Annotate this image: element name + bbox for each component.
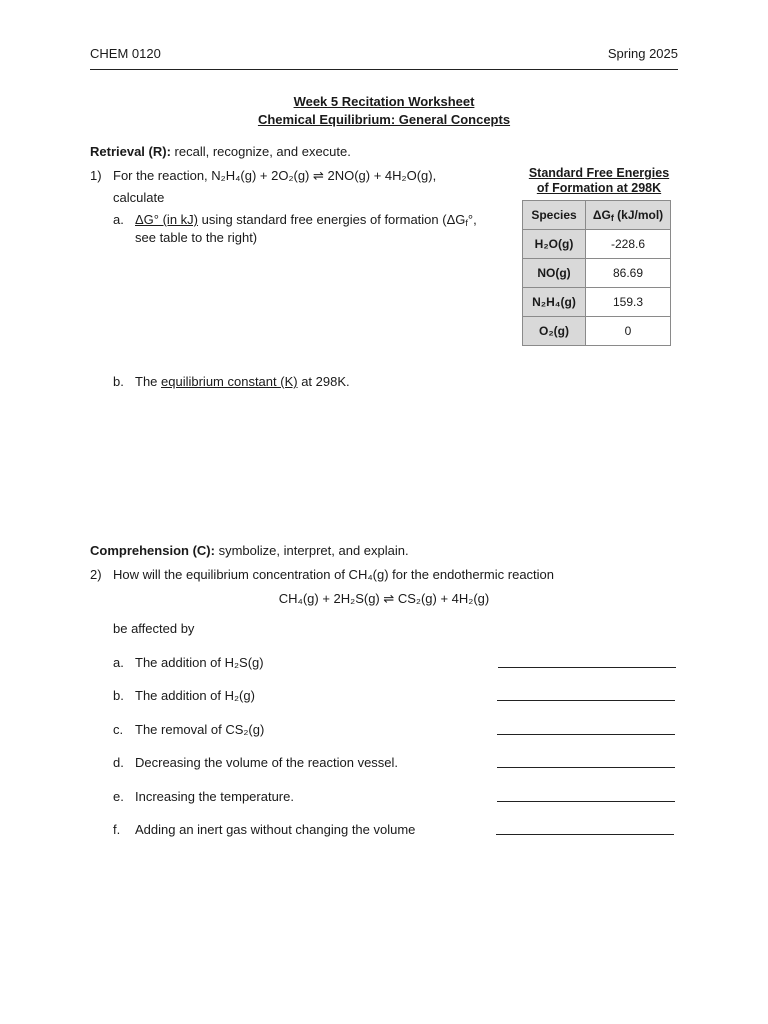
q2-number: 2) [90,567,102,582]
q1b-underlined: equilibrium constant (K) [161,374,298,389]
q2e-text: Increasing the temperature. [135,789,294,804]
table-row [523,259,671,288]
retrieval-description: recall, recognize, and execute. [170,144,351,159]
q2c-text: The removal of CS₂(g) [135,722,265,737]
header-divider [90,69,678,70]
q1b-text: The equilibrium constant (K) at 298K. [135,374,350,389]
q1a-text-line1: ΔG° (in kJ) using standard free energies of formation ($\Delta G_f^\circ$, [135,212,477,228]
table-row [523,288,671,317]
species-cell: N₂H₄(g) [523,288,586,317]
species-cell: H₂O(g) [523,230,586,259]
q1a-text-line2: see table to the right) [135,230,258,245]
answer-blank-c[interactable] [497,721,675,735]
q2a-letter: a. [113,655,124,670]
value-cell: 0 [586,317,671,346]
q2-reaction: CH₄(g) + 2H₂S(g) ⇌ CS₂(g) + 4H₂(g) [278,591,490,606]
q1a-letter: a. [113,212,124,227]
q1b-letter: b. [113,374,124,389]
col-value: $\Delta G_f$ (kJ/mol) [586,201,671,230]
q2-lead: be affected by [113,621,195,636]
energy-table [522,200,671,346]
answer-blank-d[interactable] [497,754,675,768]
value-cell: 86.69 [586,259,671,288]
q2-prompt: How will the equilibrium concentration of CH₄(g) for the endothermic reaction [113,567,555,582]
comprehension-heading [90,543,409,558]
energy-table-header-row [523,201,671,230]
q2b-letter: b. [113,688,124,703]
answer-blank-f[interactable] [496,821,674,835]
q1-number: 1) [90,168,102,183]
q1-reaction: For the reaction, N₂H₄(g) + 2O₂(g) ⇌ 2NO(g) + 4H₂O(g), [113,168,437,183]
value-cell: 159.3 [586,288,671,317]
worksheet-title: Week 5 Recitation Worksheet [293,94,475,109]
q2c-letter: c. [113,722,124,737]
course-code: CHEM 0120 [90,46,161,61]
q2f-letter: f. [113,822,121,837]
species-cell: NO(g) [523,259,586,288]
q2d-letter: d. [113,755,124,770]
retrieval-heading [90,144,351,159]
table-row [523,230,671,259]
q1a-underlined: ΔG° (in kJ) [135,212,198,227]
q1-prompt: calculate [113,190,165,205]
answer-blank-e[interactable] [497,788,675,802]
q2e-letter: e. [113,789,124,804]
q2d-text: Decreasing the volume of the reaction vessel. [135,755,399,770]
term: Spring 2025 [607,46,678,61]
energy-table-subtitle: of Formation at 298K [536,181,662,195]
q2f-text: Adding an inert gas without changing the volume [135,822,416,837]
col-species: Species [523,201,586,230]
worksheet-subtitle: Chemical Equilibrium: General Concepts [257,112,511,127]
answer-blank-b[interactable] [497,687,675,701]
answer-blank-a[interactable] [498,654,676,668]
q2b-text: The addition of H₂(g) [135,688,255,703]
q2a-text: The addition of H₂S(g) [135,655,264,670]
retrieval-label: Retrieval (R): [90,144,171,159]
species-cell: O₂(g) [523,317,586,346]
comprehension-label: Comprehension (C): [90,543,215,558]
table-row [523,317,671,346]
comprehension-description: symbolize, interpret, and explain. [214,543,409,558]
value-cell: -228.6 [586,230,671,259]
energy-table-title: Standard Free Energies [528,166,670,180]
